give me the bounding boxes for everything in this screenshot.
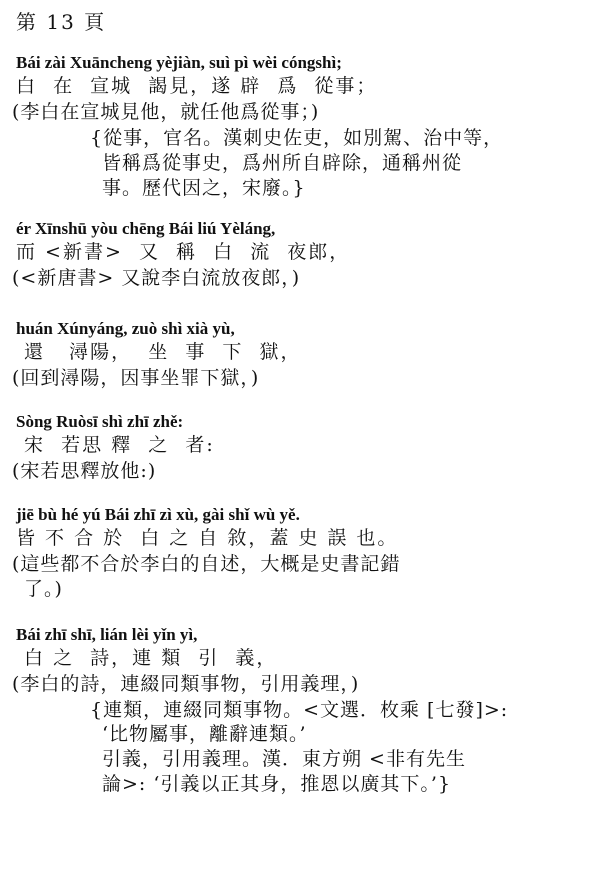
modern-translation-line: (這些都不合於李白的自述，大概是史書記錯 [12, 553, 401, 575]
modern-translation-line-continued: 了。) [24, 578, 63, 600]
modern-translation-line: (<新唐書> 又說李白流放夜郎，) [12, 267, 301, 289]
pinyin-line: Bái zhī shī, lián lèi yǐn yì, [16, 625, 198, 644]
chinese-text-line: 宋 若思 釋 之 者: [16, 434, 215, 456]
pinyin-line: Bái zài Xuāncheng yèjiàn, suì pì wèi cóngshì; [16, 53, 342, 72]
pinyin-line: jiē bù hé yú Bái zhī zì xù, gài shǐ wù yě. [16, 505, 300, 524]
chinese-text-line: 還 潯陽， 坐 事 下 獄， [16, 341, 302, 363]
pinyin-line: ér Xīnshū yòu chēng Bái liú Yèláng, [16, 219, 276, 238]
pinyin-line: Sòng Ruòsī shì zhī zhě: [16, 412, 184, 431]
modern-translation-line: (宋若思釋放他:) [12, 460, 157, 482]
annotation-line: {從事，官名。漢刺史佐吏，如別駕、治中等， [90, 127, 504, 149]
chinese-text-line: 白 之 詩，連 類 引 義， [16, 647, 278, 669]
pinyin-line: huán Xúnyáng, zuò shì xià yù, [16, 319, 235, 338]
annotation-line: 事。歷代因之，宋廢。} [102, 177, 306, 199]
page-number: 第 13 頁 [16, 10, 107, 34]
annotation-line: 引義，引用義理。漢．東方朔 <非有先生 [102, 748, 466, 770]
annotation-line: 皆稱爲從事史，爲州所自辟除，通稱州從 [102, 152, 463, 174]
modern-translation-line: (李白的詩，連綴同類事物，引用義理，) [12, 673, 360, 695]
chinese-text-line: 皆 不 合 於 白 之 自 敘，蓋 史 誤 也。 [16, 527, 399, 549]
chinese-text-line: 而 <新書> 又 稱 白 流 夜郎， [16, 241, 351, 263]
annotation-line: ‘比物屬事，離辭連類。’ [102, 723, 307, 745]
modern-translation-line: (李白在宣城見他，就任他爲從事；) [12, 101, 320, 123]
modern-translation-line: (回到潯陽，因事坐罪下獄，) [12, 367, 260, 389]
annotation-line: 論>: ‘引義以正其身，推恩以廣其下。’} [102, 773, 452, 795]
annotation-line: {連類，連綴同類事物。<文選．枚乘 [七發]>: [90, 699, 509, 721]
chinese-text-line: 白 在 宣城 謁見，遂 辟 爲 從事； [16, 75, 378, 97]
